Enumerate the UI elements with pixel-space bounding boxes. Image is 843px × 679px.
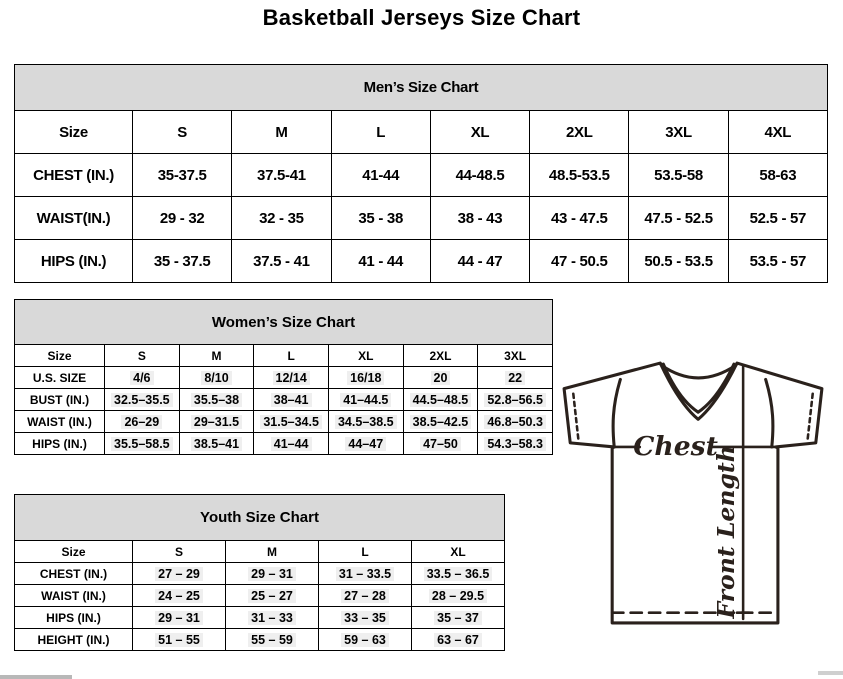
header-cell: 3XL <box>629 111 728 154</box>
value: 22 <box>505 371 525 385</box>
value-cell <box>179 433 254 455</box>
value: 44-48.5 <box>455 166 505 184</box>
value-cell <box>728 197 827 240</box>
header-cell: XL <box>430 111 529 154</box>
value: 37.5-41 <box>257 166 306 184</box>
value-cell <box>179 367 254 389</box>
header-cell: L <box>319 541 412 563</box>
row-label: WAIST (IN.) <box>15 411 105 433</box>
table-row <box>15 154 828 197</box>
value: 32 - 35 <box>259 209 304 227</box>
value: 58-63 <box>759 166 797 184</box>
jersey-collar-arc-outer <box>661 365 736 378</box>
value-cell <box>328 389 403 411</box>
value-cell <box>226 629 319 651</box>
value-cell <box>403 433 478 455</box>
value-cell <box>179 411 254 433</box>
value: 38–41 <box>271 393 312 407</box>
value: 53.5-58 <box>654 166 703 184</box>
value: 29 - 32 <box>159 209 205 227</box>
women-size-table-caption: Women’s Size Chart <box>15 300 553 345</box>
value-cell <box>133 240 232 283</box>
header-row <box>15 111 828 154</box>
value-cell <box>133 154 232 197</box>
value: 37.5 - 41 <box>253 252 310 270</box>
table-row <box>15 607 505 629</box>
header-cell: M <box>232 111 331 154</box>
header-cell: L <box>254 345 329 367</box>
value-cell <box>133 629 226 651</box>
jersey-sleeve-seam-right <box>766 379 773 447</box>
value-cell <box>331 154 430 197</box>
table-row <box>15 411 553 433</box>
value: 44.5–48.5 <box>410 393 472 407</box>
value: 63 – 67 <box>434 633 482 647</box>
value-cell <box>530 154 629 197</box>
value-cell <box>629 197 728 240</box>
value-cell <box>105 411 180 433</box>
value: 8/10 <box>201 371 231 385</box>
value-cell <box>226 585 319 607</box>
value-cell <box>478 411 553 433</box>
value: 32.5–35.5 <box>111 393 173 407</box>
row-label: WAIST (IN.) <box>15 585 133 607</box>
value-cell <box>319 629 412 651</box>
header-cell: Size <box>15 111 133 154</box>
value: 38 - 43 <box>457 209 503 227</box>
value: 38.5–42.5 <box>410 415 472 429</box>
value-cell <box>328 433 403 455</box>
value: 20 <box>431 371 451 385</box>
value-cell <box>105 367 180 389</box>
value-cell <box>430 197 529 240</box>
women-size-table <box>14 299 553 455</box>
header-cell: 3XL <box>478 345 553 367</box>
value-cell <box>133 585 226 607</box>
value-cell <box>254 433 329 455</box>
value: 4/6 <box>130 371 153 385</box>
value-cell <box>226 607 319 629</box>
value-cell <box>412 629 505 651</box>
value-cell <box>179 389 254 411</box>
value-cell <box>430 154 529 197</box>
jersey-outline <box>564 363 822 623</box>
jersey-cuff-dash-left <box>573 394 578 440</box>
table-row <box>15 433 553 455</box>
horizontal-scrollbar-thumb[interactable] <box>0 675 72 679</box>
header-row <box>15 541 505 563</box>
value-cell <box>254 389 329 411</box>
value-cell <box>629 240 728 283</box>
value: 35 - 38 <box>358 209 403 227</box>
value: 33 – 35 <box>341 611 389 625</box>
value: 54.3–58.3 <box>484 437 546 451</box>
row-label: U.S. SIZE <box>15 367 105 389</box>
value-cell <box>412 585 505 607</box>
value: 55 – 59 <box>248 633 296 647</box>
value-cell <box>328 411 403 433</box>
value-cell <box>254 367 329 389</box>
youth-size-table <box>14 494 505 651</box>
header-cell: Size <box>15 345 105 367</box>
value-cell <box>226 563 319 585</box>
value: 41-44 <box>362 166 400 184</box>
value: 29 – 31 <box>248 567 296 581</box>
value: 47–50 <box>420 437 461 451</box>
header-cell: 2XL <box>403 345 478 367</box>
value-cell <box>629 154 728 197</box>
page-title: Basketball Jerseys Size Chart <box>262 5 581 30</box>
value: 44–47 <box>345 437 386 451</box>
value: 27 – 29 <box>155 567 203 581</box>
value: 52.8–56.5 <box>484 393 546 407</box>
value: 41–44 <box>271 437 312 451</box>
row-label: CHEST (IN.) <box>15 563 133 585</box>
front-length-label: Front Length <box>711 445 740 619</box>
header-cell: S <box>105 345 180 367</box>
jersey-cuff-dash-right <box>808 394 813 440</box>
value: 26–29 <box>121 415 162 429</box>
value: 44 - 47 <box>457 252 503 270</box>
value: 53.5 - 57 <box>749 252 807 270</box>
value: 51 – 55 <box>155 633 203 647</box>
value: 50.5 - 53.5 <box>644 252 713 270</box>
row-label: WAIST(IN.) <box>15 197 133 240</box>
row-label: HEIGHT (IN.) <box>15 629 133 651</box>
table-row <box>15 197 828 240</box>
row-label: CHEST (IN.) <box>15 154 133 197</box>
value-cell <box>728 240 827 283</box>
value-cell <box>478 433 553 455</box>
value-cell <box>403 411 478 433</box>
table-row <box>15 585 505 607</box>
value: 29 – 31 <box>155 611 203 625</box>
value-cell <box>403 367 478 389</box>
value: 38.5–41 <box>191 437 242 451</box>
value: 47 - 50.5 <box>551 252 608 270</box>
value: 24 – 25 <box>155 589 203 603</box>
header-cell: L <box>331 111 430 154</box>
value-cell <box>133 563 226 585</box>
value: 47.5 - 52.5 <box>644 209 713 227</box>
row-label: HIPS (IN.) <box>15 607 133 629</box>
men-size-table <box>14 64 828 283</box>
header-cell: Size <box>15 541 133 563</box>
value: 52.5 - 57 <box>749 209 807 227</box>
value: 31 – 33.5 <box>336 567 394 581</box>
value: 31.5–34.5 <box>260 415 322 429</box>
value: 28 – 29.5 <box>429 589 487 603</box>
chest-label: Chest <box>633 431 718 463</box>
table-row <box>15 629 505 651</box>
header-cell: S <box>133 111 232 154</box>
value-cell <box>105 433 180 455</box>
value: 34.5–38.5 <box>335 415 397 429</box>
row-label: HIPS (IN.) <box>15 433 105 455</box>
value: 27 – 28 <box>341 589 389 603</box>
header-cell: M <box>226 541 319 563</box>
value: 35 – 37 <box>434 611 482 625</box>
value: 46.8–50.3 <box>484 415 546 429</box>
men-size-table-caption: Men’s Size Chart <box>15 65 828 111</box>
value-cell <box>232 197 331 240</box>
value-cell <box>331 197 430 240</box>
value-cell <box>232 240 331 283</box>
value: 25 – 27 <box>248 589 296 603</box>
table-row <box>15 389 553 411</box>
value: 33.5 – 36.5 <box>424 567 493 581</box>
value-cell <box>430 240 529 283</box>
value-cell <box>133 197 232 240</box>
value: 16/18 <box>347 371 384 385</box>
header-cell: XL <box>328 345 403 367</box>
value-cell <box>403 389 478 411</box>
table-row <box>15 240 828 283</box>
value-cell <box>530 197 629 240</box>
header-cell: M <box>179 345 254 367</box>
value: 31 – 33 <box>248 611 296 625</box>
value-cell <box>319 563 412 585</box>
horizontal-scrollbar-fragment[interactable] <box>818 671 843 675</box>
value: 41–44.5 <box>340 393 391 407</box>
value: 59 – 63 <box>341 633 389 647</box>
youth-size-table-caption: Youth Size Chart <box>15 495 505 541</box>
jersey-sleeve-seam-left <box>613 379 620 447</box>
value-cell <box>412 563 505 585</box>
value-cell <box>232 154 331 197</box>
value-cell <box>254 411 329 433</box>
value-cell <box>133 607 226 629</box>
value: 41 - 44 <box>358 252 403 270</box>
header-cell: 2XL <box>530 111 629 154</box>
value: 43 - 47.5 <box>551 209 608 227</box>
table-row <box>15 367 553 389</box>
value-cell <box>530 240 629 283</box>
value: 35.5–58.5 <box>111 437 173 451</box>
header-cell: S <box>133 541 226 563</box>
value-cell <box>105 389 180 411</box>
jersey-measurement-diagram <box>560 360 826 626</box>
header-cell: 4XL <box>728 111 827 154</box>
value: 35.5–38 <box>191 393 242 407</box>
value: 29–31.5 <box>191 415 242 429</box>
row-label: HIPS (IN.) <box>15 240 133 283</box>
value-cell <box>328 367 403 389</box>
value-cell <box>728 154 827 197</box>
value: 35-37.5 <box>157 166 207 184</box>
value: 35 - 37.5 <box>153 252 211 270</box>
row-label: BUST (IN.) <box>15 389 105 411</box>
table-row <box>15 563 505 585</box>
value-cell <box>412 607 505 629</box>
header-row <box>15 345 553 367</box>
value-cell <box>331 240 430 283</box>
header-cell: XL <box>412 541 505 563</box>
value: 48.5-53.5 <box>548 166 610 184</box>
value-cell <box>478 367 553 389</box>
value: 12/14 <box>273 371 310 385</box>
value-cell <box>319 607 412 629</box>
value-cell <box>319 585 412 607</box>
value-cell <box>478 389 553 411</box>
